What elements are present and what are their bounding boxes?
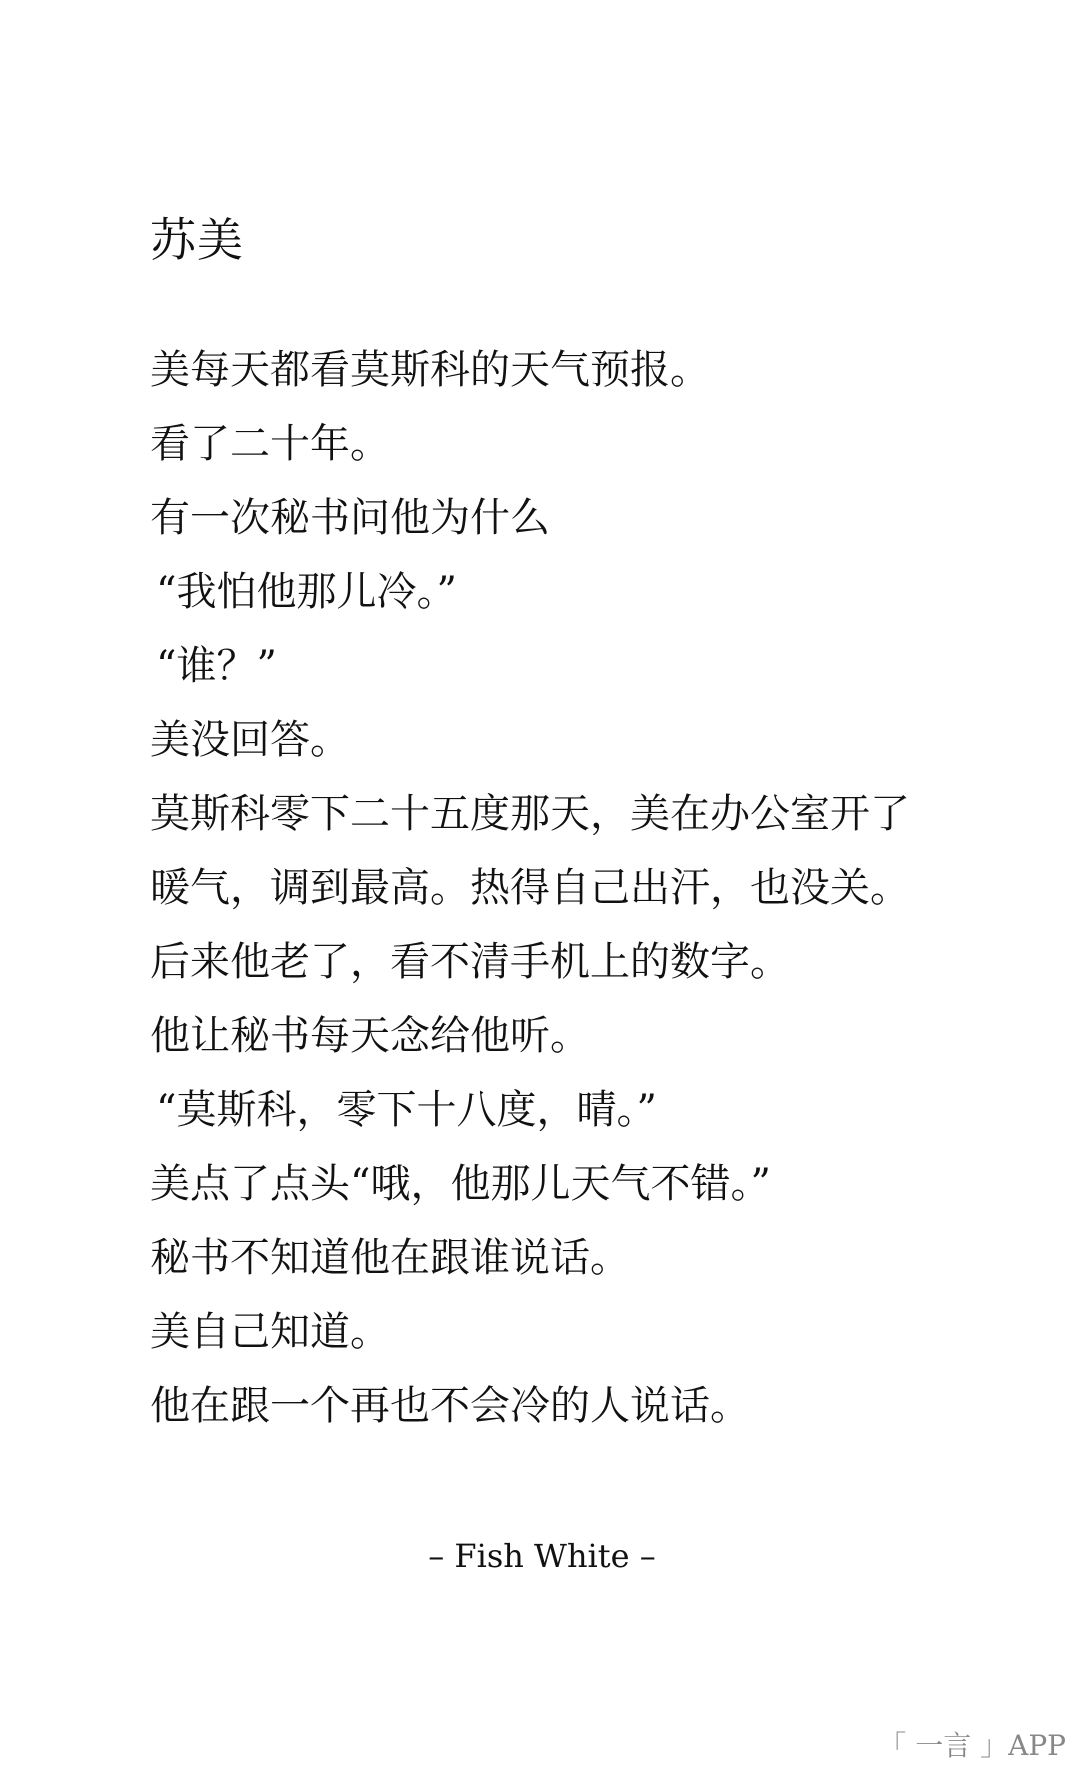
poem-line: 美没回答。 bbox=[150, 717, 350, 763]
author-signature: – Fish White – bbox=[428, 1537, 656, 1575]
poem-body bbox=[150, 333, 950, 1443]
poem-line: “莫斯科，零下十八度，晴。” bbox=[156, 1087, 657, 1133]
poem-line: “谁？” bbox=[156, 643, 277, 689]
poem-line: “我怕他那儿冷。” bbox=[156, 569, 457, 615]
poem-line: 暖气，调到最高。热得自己出汗，也没关。 bbox=[150, 865, 910, 911]
poem-line: 美自己知道。 bbox=[150, 1309, 390, 1355]
app-brand-watermark: 「 一言 」APP bbox=[878, 1729, 1066, 1762]
poem-line: 美每天都看莫斯科的天气预报。 bbox=[150, 347, 710, 393]
poem-line: 看了二十年。 bbox=[150, 421, 390, 467]
poem-line: 美点了点头“哦，他那儿天气不错。” bbox=[150, 1161, 771, 1207]
poem-line: 莫斯科零下二十五度那天，美在办公室开了 bbox=[150, 791, 910, 837]
poem-title: 苏美 bbox=[150, 213, 244, 267]
poem-line: 他让秘书每天念给他听。 bbox=[150, 1013, 590, 1059]
poem-line: 有一次秘书问他为什么 bbox=[150, 495, 550, 541]
poem-line: 他在跟一个再也不会冷的人说话。 bbox=[150, 1383, 750, 1429]
poem-line: 后来他老了，看不清手机上的数字。 bbox=[150, 939, 790, 985]
poem-line: 秘书不知道他在跟谁说话。 bbox=[150, 1235, 630, 1281]
